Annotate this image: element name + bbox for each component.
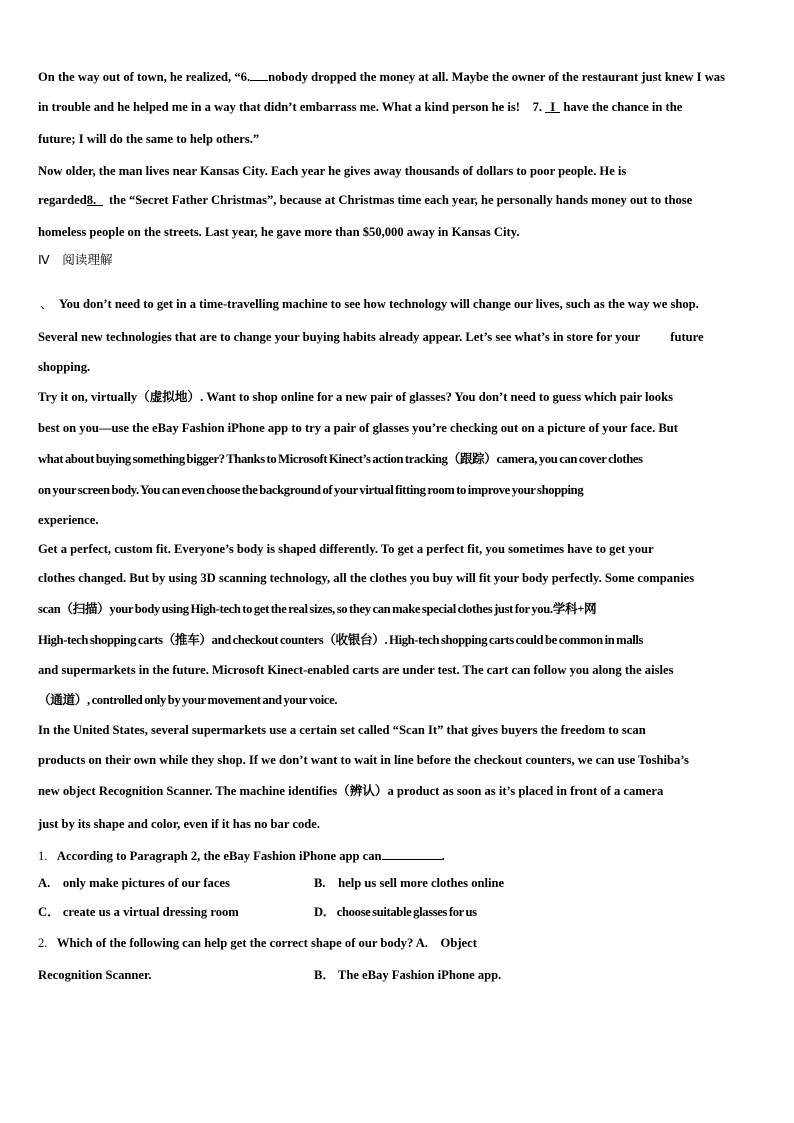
text: In the United States, several supermarkets use a certain set called “Scan It” that gives buyers the freedom to scan [38,723,646,737]
passage2-line-10 [38,570,762,586]
blank-7[interactable]: I [545,99,560,113]
question-2 [38,935,762,951]
text: what about buying something bigger? Thanks to Microsoft Kinect’s action tracking（跟踪）camera, you can cover clothes [38,452,643,466]
passage2-line-8 [38,512,762,528]
text: best on you—use the eBay Fashion iPhone app to try a pair of glasses you’re checking out on a picture of your face. But [38,421,678,435]
passage2-line-15 [38,722,762,738]
passage2-line-16 [38,752,762,768]
text: products on their own while they shop. If we don’t want to wait in line before the checkout counters, we can use Toshiba’s [38,753,689,767]
option-1c[interactable]: C． create us a virtual dressing room [38,905,239,919]
passage2-line-9 [38,541,762,557]
question-end: . [441,849,445,863]
enumeration-mark: 、 [40,297,53,311]
blank-6[interactable] [250,67,268,81]
text: future; I will do the same to help others.” [38,132,260,146]
text: on your screen body. You can even choose the background of your virtual fitting room to improve your shopping [38,483,584,497]
text: future [670,330,704,344]
option-2b[interactable]: B． The eBay Fashion iPhone app. [314,968,502,982]
option-1b[interactable]: B. help us sell more clothes online [314,876,505,890]
text: High-tech shopping carts（推车）and checkout counters（收银台）. High-tech shopping carts could be common in malls [38,633,644,647]
passage2-line-1 [40,296,764,312]
text: shopping. [38,360,91,374]
blank-8[interactable]: 8. [87,192,103,206]
passage1-line-2 [38,99,762,115]
text: Get a perfect, custom fit. Everyone’s body is shaped differently. To get a perfect fit, you sometimes have to get your [38,542,654,556]
question-1 [38,846,762,864]
passage2-line-13 [38,662,762,678]
question-text: Which of the following can help get the correct shape of our body? A. Object [56,936,477,950]
text: the “Secret Father Christmas”, because at Christmas time each year, he personally hands money out to those [109,193,693,207]
text: regarded [38,193,87,207]
text: have the chance in the [563,100,683,114]
passage1-line-6 [38,224,762,240]
text: experience. [38,513,99,527]
passage1-line-3 [38,131,762,147]
question-number: 2. [38,936,48,950]
passage2-line-11 [38,601,762,617]
text: Now older, the man lives near Kansas City. Each year he gives away thousands of dollars to poor people. He is [38,164,627,178]
passage2-line-4 [38,389,762,405]
text: scan（扫描）your body using High-tech to get the real sizes, so they can make special clothes just for you.学科+网 [38,602,597,616]
text: new object Recognition Scanner. The machine identifies（辨认）a product as soon as it’s placed in front of a camera [38,784,664,798]
text: You don’t need to get in a time-travelling machine to see how technology will change our lives, such as the way we shop. [58,297,699,311]
text: just by its shape and color, even if it has no bar code. [38,817,320,831]
passage2-line-17 [38,783,762,799]
passage2-line-14 [38,692,762,708]
passage2-line-2 [38,329,762,345]
option-2a-continued[interactable]: Recognition Scanner. [38,968,152,982]
passage2-line-7 [38,482,762,498]
question-number-7: 7. [532,100,543,114]
passage2-line-6 [38,451,762,467]
question-number: 1. [38,849,48,863]
passage1-line-1 [38,67,762,85]
passage2-line-18 [38,816,762,832]
text: Several new technologies that are to change your buying habits already appear. Let’s see what’s in store for your [38,330,641,344]
answer-blank[interactable] [382,846,442,860]
passage2-line-5 [38,420,762,436]
text: and supermarkets in the future. Microsoft Kinect-enabled carts are under test. The cart can follow you along the aisles [38,663,674,677]
text: On the way out of town, he realized, “6. [38,70,251,84]
text: in trouble and he helped me in a way that didn’t embarrass me. What a kind person he is! [38,100,520,114]
passage2-line-12 [38,632,762,648]
text: homeless people on the streets. Last year, he gave more than $50,000 away in Kansas City. [38,225,520,239]
passage2-line-3 [38,359,762,375]
option-1a[interactable]: A. only make pictures of our faces [38,876,230,890]
text: clothes changed. But by using 3D scanning technology, all the clothes you buy will fit your body perfectly. Some companies [38,571,695,585]
question-text: According to Paragraph 2, the eBay Fashion iPhone app can [56,849,382,863]
text: nobody dropped the money at all. Maybe the owner of the restaurant just knew I was [268,70,726,84]
passage1-line-4 [38,163,762,179]
text: （通道）, controlled only by your movement and your voice. [38,693,338,707]
option-1d[interactable]: D． choose suitable glasses for us [314,905,477,919]
section-heading: Ⅳ 阅读理解 [38,252,113,267]
passage1-line-5 [38,192,762,208]
text: Try it on, virtually（虚拟地）. Want to shop online for a new pair of glasses? You don’t need to guess which pair looks [38,390,674,404]
